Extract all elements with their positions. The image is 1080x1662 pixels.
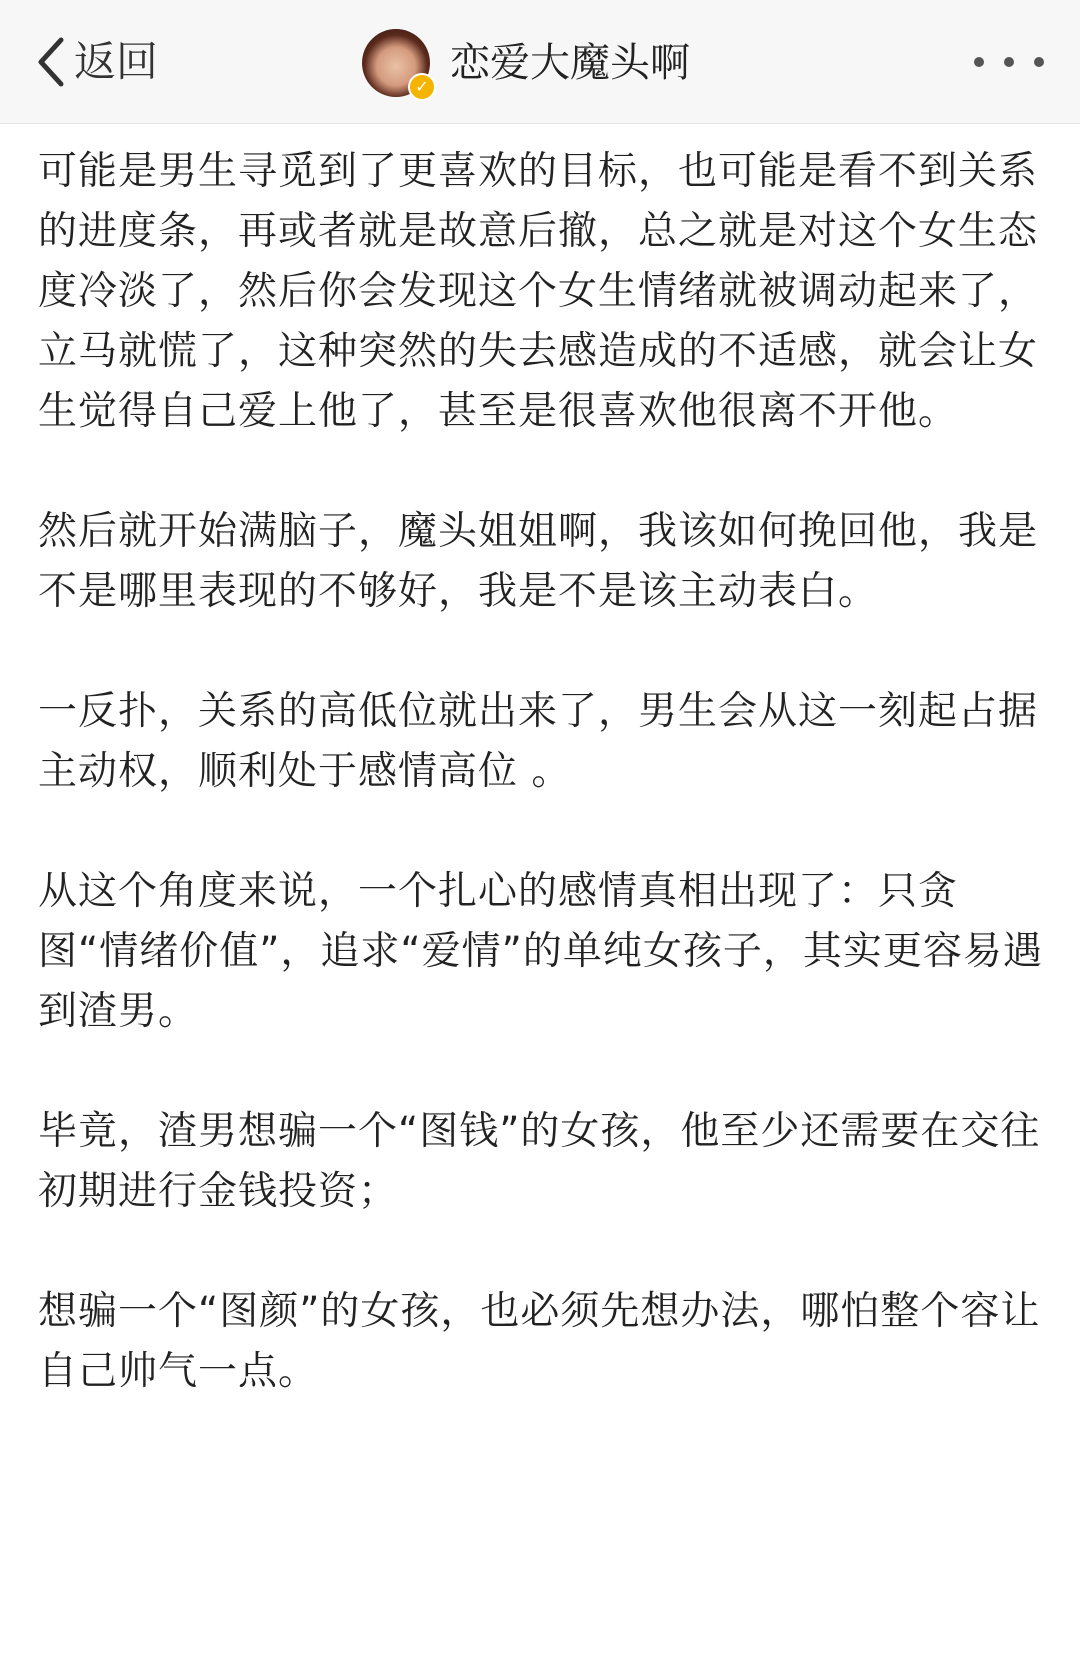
paragraph: 一反扑，关系的高低位就出来了，男生会从这一刻起占据主动权，顺利处于感情高位 。 [38,689,1039,794]
back-label: 返回 [74,37,159,86]
nav-header [0,0,1080,124]
verified-badge-icon: ✓ [408,73,436,101]
more-dots-icon [1004,57,1014,67]
profile-header[interactable] [362,28,690,98]
back-button[interactable] [30,30,158,94]
chevron-left-icon [30,30,70,94]
paragraph: 想骗一个“图颜”的女孩，也必须先想办法，哪怕整个容让自己帅气一点。 [38,1289,1041,1394]
avatar[interactable] [362,29,430,97]
username[interactable]: 恋爱大魔头啊 [450,40,690,86]
more-dots-icon [1034,57,1044,67]
more-button[interactable] [974,44,1044,80]
paragraph: 毕竟，渣男想骗一个“图钱”的女孩，他至少还需要在交往初期进行金钱投资； [38,1109,1041,1214]
paragraph: 从这个角度来说，一个扎心的感情真相出现了：只贪图“情绪价值”，追求“爱情”的单纯女孩子，其实更容易遇到渣男。 [38,869,1043,1034]
paragraph: 然后就开始满脑子，魔头姐姐啊，我该如何挽回他，我是不是哪里表现的不够好，我是不是该主动表白。 [38,509,1039,614]
paragraph: 可能是男生寻觅到了更喜欢的目标，也可能是看不到关系的进度条，再或者就是故意后撤，总之就是对这个女生态度冷淡了，然后你会发现这个女生情绪就被调动起来了，立马就慌了，这种突然的失去感造成的不适感，就会让女生觉得自己爱上他了，甚至是很喜欢他很离不开他。 [38,149,1039,434]
more-dots-icon [974,57,984,67]
article-body [38,142,1046,1462]
